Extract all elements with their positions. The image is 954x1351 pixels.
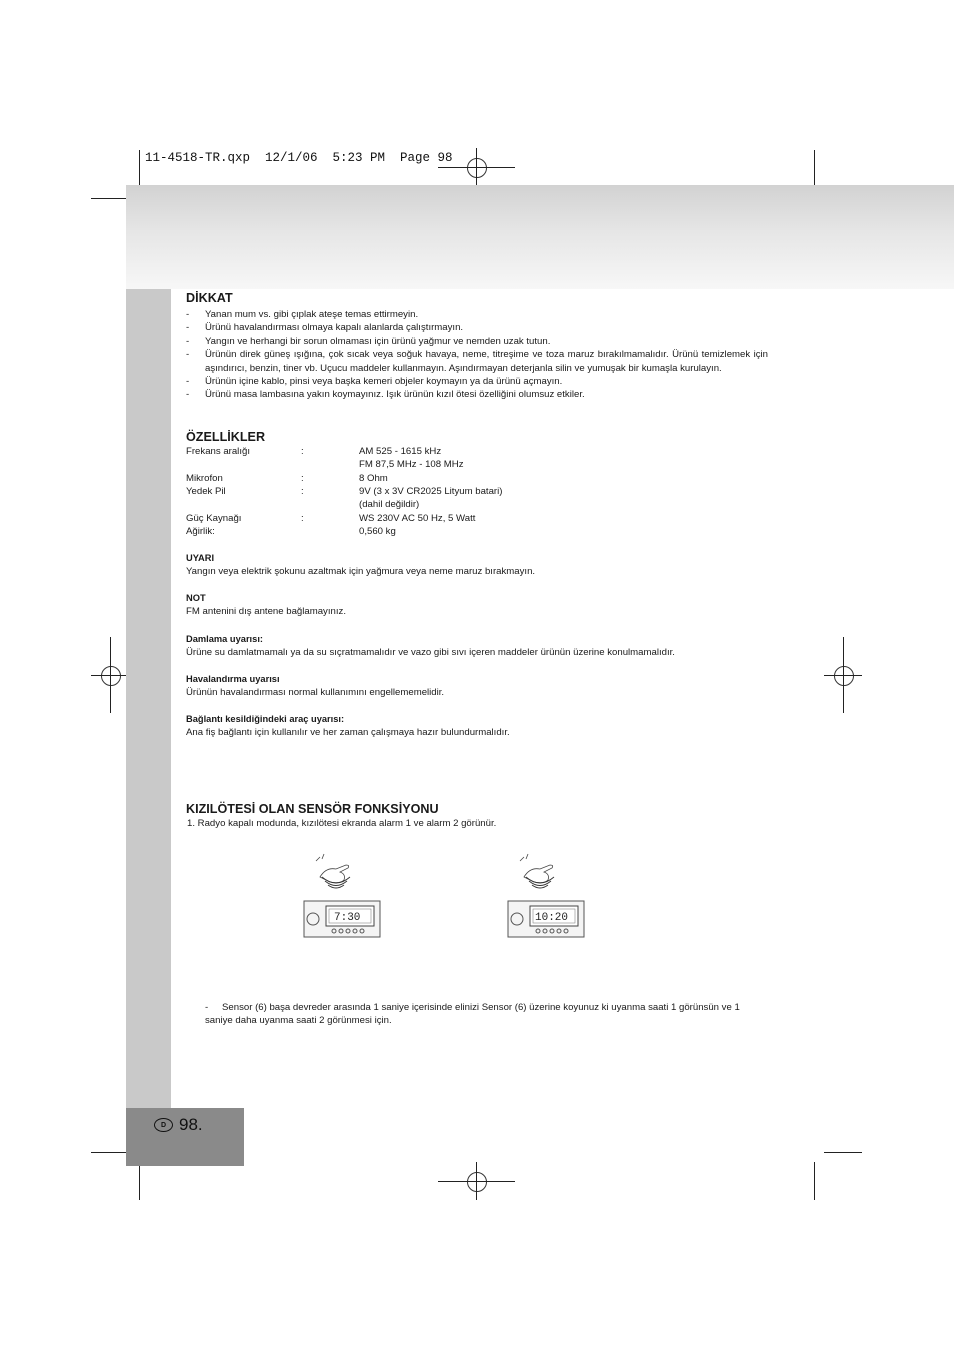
spec-table [186,445,768,539]
crop-mark [139,1162,140,1200]
crop-mark [814,150,815,188]
main-content [186,288,768,830]
side-bar [126,289,171,1166]
dikkat-list [186,308,768,402]
spec-value: (dahil değildir) [359,499,420,511]
language-badge: D [154,1118,173,1132]
registration-mark [467,1172,487,1192]
list-item: - Ürünün direk güneş ışığına, çok sıcak veya soğuk havaya, neme, titreşime ve toza maruz bırakılmamalıdır. Ürünü temizlemek için aşındırıcı, benzin, tiner vb. Uçucu maddeler kullanmayın. Aşındırmayan deterjanla silin ve yumuşak bir kumaşla kurulayın. [186,348,768,375]
note-damlama [186,633,768,659]
note-title: NOT [186,593,206,604]
header-band [126,185,954,289]
hand-icon [316,854,349,883]
crop-mark [438,1181,515,1182]
spec-value: 9V (3 x 3V CR2025 Lityum batari) [359,486,503,498]
sensor-step-1: 1. Radyo kapalı modunda, kızılötesi ekranda alarm 1 ve alarm 2 görünür. [187,817,497,829]
note-baglanti [186,713,768,739]
list-item: - Ürünü masa lambasına yakın koymayınız. Işık ürünün kızıl ötesi özelliğini olumsuz etkiler. [186,388,768,401]
spec-sep: : [301,512,304,524]
spec-value: WS 230V AC 50 Hz, 5 Watt [359,512,476,524]
note-title: Damlama uyarısı: [186,633,263,644]
section-title-sensor: KIZILÖTESİ OLAN SENSÖR FONKSİYONU [186,801,439,816]
spec-label [186,498,301,511]
list-item: - Ürünün içine kablo, pinsi veya başka kemeri objeler koymayın ya da ürünü açmayın. [186,375,768,388]
registration-mark [834,666,854,686]
spec-sep [301,498,359,511]
note-title: UYARI [186,552,215,563]
spec-value: AM 525 - 1615 kHz [359,445,442,457]
note-text: Ürüne su damlatmamalı ya da su sıçratmamalıdır ve vazo gibi sıvı içeren maddeler ürünün üzerine konulmamalıdır. [186,646,675,658]
spec-label: Yedek Pil [186,486,226,498]
crop-mark [91,1152,129,1153]
note-title: Havalandırma uyarısı [186,673,280,684]
registration-mark [467,158,487,178]
page-number-text: 98. [179,1115,203,1134]
list-item: - Ürünü havalandırması olmaya kapalı alanlarda çalıştırmayın. [186,321,768,334]
spec-sep: : [301,486,304,498]
spec-label: Frekans aralığı [186,445,250,457]
note-text: Ürünün havalandırması normal kullanımını engellememelidir. [186,686,445,698]
crop-mark [824,675,862,676]
spec-sep: : [301,445,304,457]
registration-mark [101,666,121,686]
note-text: Yangın veya elektrik şokunu azaltmak için yağmura veya neme maruz bırakmayın. [186,565,536,577]
crop-mark [824,1152,862,1153]
spec-value: 8 Ohm [359,472,388,484]
spec-sep [301,525,359,538]
spec-label: Güç Kaynağı [186,512,242,524]
spec-value: FM 87,5 MHz - 108 MHz [359,459,464,471]
note-title: Bağlantı kesildiğindeki araç uyarısı: [186,714,345,725]
clock-display-time: 10:20 [535,912,569,924]
note-text: FM antenini dış antene bağlamayınız. [186,606,346,618]
section-title-ozellikler: ÖZELLİKLER [186,429,266,444]
crop-mark [91,675,129,676]
clock-display-time: 7:30 [334,912,361,924]
note-havalandirma [186,673,768,699]
spec-label: Ağirlik: [186,526,215,538]
spec-sep: : [301,472,304,484]
clock-illustration-2 [502,853,592,943]
spec-sep [301,458,359,471]
list-item: - Yangın ve herhangi bir sorun olmaması için ürünü yağmur ve nemden uzak tutun. [186,335,768,348]
note-uyari [186,552,768,578]
note-not [186,592,768,618]
spec-value: 0,560 kg [359,526,396,538]
sensor-bullet [205,1001,769,1028]
hand-icon [520,854,553,883]
crop-mark [814,1162,815,1200]
print-slug: 11-4518-TR.qxp 12/1/06 5:23 PM Page 98 [145,151,453,165]
page-number [154,1115,203,1135]
crop-mark [438,167,515,168]
spec-label: Mikrofon [186,472,223,484]
crop-mark [139,150,140,188]
section-title-dikkat: DİKKAT [186,291,233,305]
clock-illustration-1 [298,853,388,943]
list-item: - Yanan mum vs. gibi çıplak ateşe temas ettirmeyin. [186,308,768,321]
bullet-dash: - [205,1002,209,1013]
crop-mark [91,198,129,199]
spec-label [186,458,301,471]
sensor-bullet-text: Sensor (6) başa devreder arasında 1 saniye içerisinde elinizi Sensor (6) üzerine koyunuz ki uyanma saati 1 görünsün ve 1 saniye daha uyanma saati 2 görünmesi için. [205,1002,740,1027]
note-text: Ana fiş bağlantı için kullanılır ve her zaman çalışmaya hazır bulundurmalıdır. [186,727,510,739]
